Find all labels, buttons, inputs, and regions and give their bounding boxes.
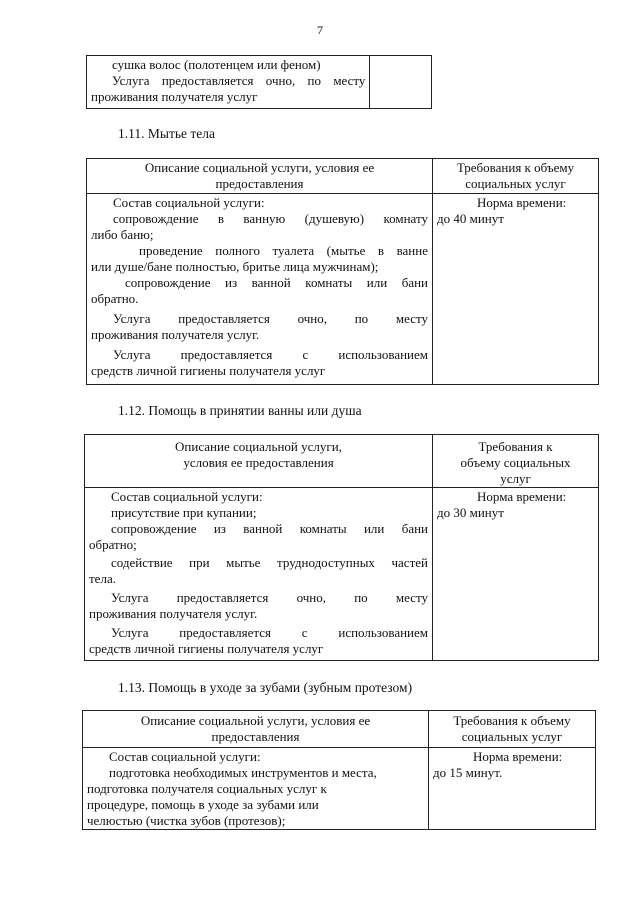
text-line: Услуга предоставляется с использованием (111, 625, 428, 640)
text-line: средств личной гигиены получателя услуг (91, 363, 326, 378)
text-line: челюстью (чистка зубов (протезов); (87, 813, 286, 828)
header-text: предоставления (215, 176, 304, 191)
text-line: Услуга предоставляется очно, по месту (111, 590, 428, 605)
text-line: Состав социальной услуги: (111, 489, 263, 504)
text-line: сопровождение в ванную (душевую) комнату (113, 211, 428, 226)
text-line: сушка волос (полотенцем или феном) (112, 57, 321, 72)
header-right-cell (429, 711, 596, 748)
header-text: социальных услуг (461, 729, 563, 744)
text-line: Состав социальной услуги: (109, 749, 261, 764)
text-line: содействие при мытье труднодоступных частей (111, 555, 428, 570)
header-left-cell (83, 711, 429, 748)
text-line: Норма времени: (473, 749, 563, 764)
text-line: или душе/бане полностью, бритье лица мужчинам); (91, 259, 379, 274)
section-title-1-13: 1.13. Помощь в уходе за зубами (зубным протезом) (118, 680, 413, 695)
text-line: проживания получателя услуг. (89, 606, 258, 621)
text-line: до 15 минут. (433, 765, 503, 780)
header-text: Требования к (478, 439, 553, 454)
text-line: Состав социальной услуги: (113, 195, 265, 210)
header-right-cell (433, 435, 599, 488)
header-text: Требования к объему (456, 160, 575, 175)
header-left-cell (87, 159, 433, 194)
text-line: сопровождение из ванной комнаты или бани (111, 521, 428, 536)
text-line: процедуре, помощь в уходе за зубами или (87, 797, 319, 812)
text-line: Норма времени: (477, 195, 567, 210)
text-line: проживания получателя услуг (91, 89, 258, 104)
text-line: подготовка получателя социальных услуг к (87, 781, 327, 796)
text-line: тела. (89, 571, 116, 586)
text-line: проживания получателя услуг. (91, 327, 260, 342)
body-left-cell (83, 748, 429, 830)
header-text: предоставления (211, 729, 300, 744)
text-line: обратно. (91, 291, 139, 306)
header-text: Описание социальной услуги, условия ее (144, 160, 375, 175)
text-line: проведение полного туалета (мытье в ванне (139, 243, 428, 258)
text-line: средств личной гигиены получателя услуг (89, 641, 324, 656)
header-text: условия ее предоставления (183, 455, 334, 470)
text-line: Услуга предоставляется очно, по месту (113, 311, 428, 326)
text-line: Услуга предоставляется очно, по месту (112, 73, 366, 88)
header-left-cell (85, 435, 433, 488)
body-right-cell (429, 748, 596, 830)
text-line: подготовка необходимых инструментов и места, (109, 765, 377, 780)
header-right-cell (433, 159, 599, 194)
body-left-cell (87, 194, 433, 385)
text-line: присутствие при купании; (111, 505, 257, 520)
service-table-1-11 (86, 158, 599, 385)
body-right-cell (433, 488, 599, 661)
header-text: Описание социальной услуги, (175, 439, 342, 454)
header-text: Описание социальной услуги, условия ее (140, 713, 371, 728)
text-line: до 30 минут (437, 505, 504, 520)
text-line: Услуга предоставляется с использованием (113, 347, 428, 362)
header-text: Требования к объему (453, 713, 571, 728)
text-line: либо баню; (91, 227, 154, 242)
continued-table (86, 55, 432, 109)
body-left-cell (85, 488, 433, 661)
service-table-1-12 (84, 434, 599, 661)
text-line: Норма времени: (477, 489, 567, 504)
header-text: услуг (500, 471, 531, 486)
header-text: объему социальных (460, 455, 571, 470)
page-number: 7 (317, 23, 323, 37)
body-right-cell (433, 194, 599, 385)
text-line: обратно; (89, 537, 137, 552)
section-title-1-12: 1.12. Помощь в принятии ванны или душа (118, 403, 362, 418)
service-table-1-13 (82, 710, 596, 830)
section-title-1-11: 1.11. Мытье тела (118, 126, 215, 141)
text-line: сопровождение из ванной комнаты или бани (125, 275, 428, 290)
text-line: до 40 минут (437, 211, 504, 226)
continued-table-left-cell (87, 56, 370, 109)
header-text: социальных услуг (465, 176, 566, 191)
continued-table-right-cell (370, 56, 432, 109)
